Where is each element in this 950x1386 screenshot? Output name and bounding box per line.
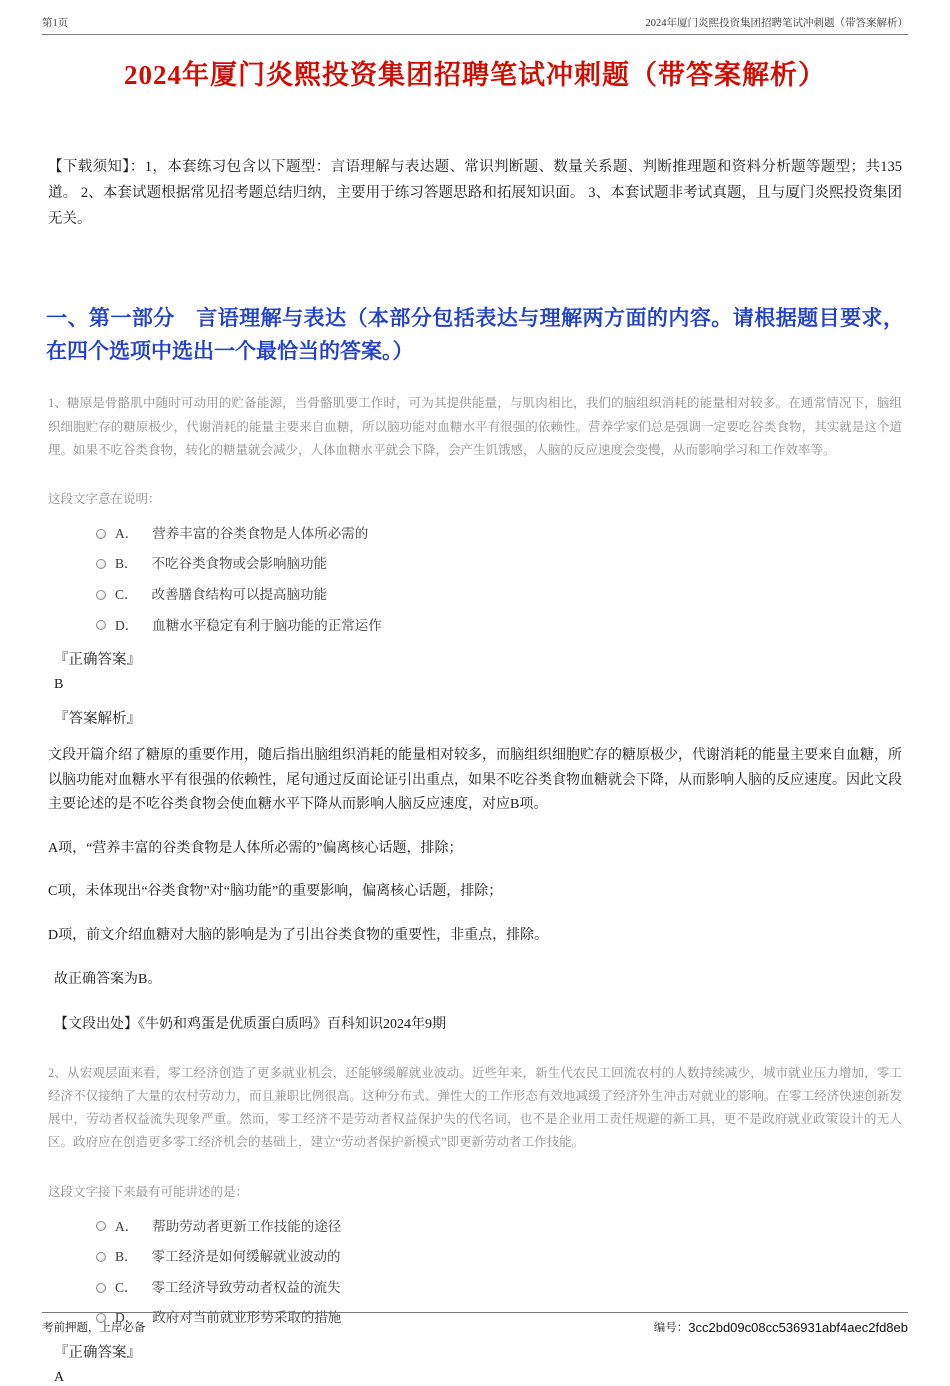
option-letter: B． (115, 1249, 138, 1265)
question-1 (0, 392, 950, 1037)
radio-icon[interactable] (96, 1283, 106, 1293)
analysis-conclusion: 故正确答案为B。 (54, 972, 162, 988)
question-2-stem: 2、从宏观层面来看，零工经济创造了更多就业机会，还能够缓解就业波动。近些年来，新生代农民工回流农村的人数持续减少，城市就业压力增加，零工经济不仅接纳了大量的农村劳动力，而且兼职比例很高。这种分布式、弹性大的工作形态有效地减缓了经济外生冲击对就业的影响。在零工经济快速创新发展中，劳动者权益流失现象严重。然而，零工经济不是劳动者权益保护失的代名词，也不是企业用工责任规避的新工具，更不是政府就业政策设计的无人区。政府应在创造更多零工经济机会的基础上，建立“劳动者保护新模式”即更新劳动者工作技能。 (48, 1066, 902, 1150)
radio-icon[interactable] (96, 529, 106, 539)
question-1-options (96, 525, 950, 634)
option-text: 帮助劳动者更新工作技能的途径 (152, 1218, 342, 1234)
question-2 (0, 1062, 950, 1386)
radio-icon[interactable] (96, 590, 106, 600)
question-1-option-b[interactable] (96, 555, 950, 573)
option-letter: B． (115, 556, 138, 572)
download-notice: 【下载须知】：1，本套练习包含以下题型：言语理解与表达题、常识判断题、数量关系题、判断推理题和资料分析题等题型；共135道。 2、本套试题根据常见招考题总结归纳，主要用于练习答题思路和拓展知识面。 3、本套试题非考试真题，且与厦门炎熙投资集团无关。 (48, 159, 902, 228)
option-text: 零工经济导致劳动者权益的流失 (151, 1279, 341, 1295)
option-text: 营养丰富的谷类食物是人体所必需的 (152, 525, 369, 541)
option-text: 改善膳食结构可以提高脑功能 (151, 586, 328, 602)
radio-icon[interactable] (96, 1221, 106, 1231)
question-1-option-d[interactable] (96, 617, 950, 635)
question-1-source: 【文段出处】《牛奶和鸡蛋是优质蛋白质吗》百科知识2024年9期 (54, 1016, 446, 1032)
header-doc-title: 2024年厦门炎熙投资集团招聘笔试冲刺题（带答案解析） (645, 18, 908, 29)
question-2-answer: A (54, 1369, 65, 1385)
question-1-option-c[interactable] (96, 586, 950, 604)
question-2-options (96, 1218, 950, 1327)
question-2-option-a[interactable] (96, 1218, 950, 1236)
option-letter: D． (115, 1310, 139, 1326)
footer-code-label: 编号： (653, 1322, 689, 1334)
page-header (42, 0, 908, 35)
option-letter: A． (115, 525, 139, 541)
question-2-option-c[interactable] (96, 1279, 950, 1297)
analysis-paragraph: 文段开篇介绍了糖原的重要作用，随后指出脑组织消耗的能量相对较多，而脑组织细胞贮存的糖原极少，代谢消耗的能量主要来自血糖，所以脑功能对血糖水平有很强的依赖性，尾句通过反面论证引出重点，如果不吃谷类食物血糖就会下降，从而影响人脑的反应速度。因此文段主要论述的是不吃谷类食物会使血糖水平下降从而影响人脑反应速度，对应B项。 (48, 748, 902, 813)
question-1-answer: B (54, 677, 64, 693)
footer-code-value: 3cc2bd09c08cc536931abf4aec2fd8eb (688, 1319, 908, 1335)
section-heading: 一、第一部分 言语理解与表达（本部分包括表达与理解两方面的内容。请根据题目要求，在四个选项中选出一个最恰当的答案。） (46, 306, 904, 363)
option-text: 政府对当前就业形势采取的措施 (152, 1310, 342, 1326)
option-letter: D． (115, 617, 139, 633)
option-letter: A． (115, 1218, 139, 1234)
analysis-label: 『答案解析』 (54, 711, 141, 728)
analysis-paragraph: C项，未体现出“谷类食物”对“脑功能”的重要影响，偏离核心话题，排除； (48, 884, 503, 900)
question-2-prompt: 这段文字接下来最有可能讲述的是： (48, 1184, 249, 1199)
option-text: 零工经济是如何缓解就业波动的 (151, 1249, 341, 1265)
analysis-paragraph: A项，“营养丰富的谷类食物是人体所必需的”偏离核心话题，排除； (48, 840, 463, 856)
analysis-paragraph: D项，前文介绍血糖对大脑的影响是为了引出谷类食物的重要性，非重点，排除。 (48, 927, 549, 943)
question-1-option-a[interactable] (96, 525, 950, 543)
radio-icon[interactable] (96, 1252, 106, 1262)
question-2-option-b[interactable] (96, 1248, 950, 1266)
option-text: 不吃谷类食物或会影响脑功能 (151, 556, 328, 572)
footer-code (654, 1319, 908, 1335)
page-footer (42, 1312, 908, 1335)
question-1-stem: 1、糖原是骨骼肌中随时可动用的贮备能源，当骨骼肌要工作时，可为其提供能量，与肌肉相比，我们的脑组织消耗的能量相对较多。在通常情况下，脑组织细胞贮存的糖原极少，代谢消耗的能量主要来自血糖，所以脑功能对血糖水平有很强的依赖性。营养学家们总是强调一定要吃谷类食物，其实就是这个道理。如果不吃谷类食物，转化的糖量就会减少，人体血糖水平就会下降，会产生饥饿感，人脑的反应速度会变慢，从而影响学习和工作效率等。 (48, 396, 902, 457)
correct-answer-label: 『正确答案』 (54, 1344, 141, 1361)
correct-answer-label: 『正确答案』 (54, 652, 141, 669)
question-1-prompt: 这段文字意在说明： (48, 491, 161, 506)
header-page-number: 第1页 (42, 18, 69, 29)
option-letter: C． (115, 1279, 138, 1295)
option-text: 血糖水平稳定有利于脑功能的正常运作 (152, 617, 382, 633)
radio-icon[interactable] (96, 620, 106, 630)
radio-icon[interactable] (96, 559, 106, 569)
document-title: 2024年厦门炎熙投资集团招聘笔试冲刺题（带答案解析） (124, 60, 826, 90)
footer-slogan: 考前押题，上岸必备 (42, 1322, 146, 1334)
option-letter: C． (115, 586, 138, 602)
